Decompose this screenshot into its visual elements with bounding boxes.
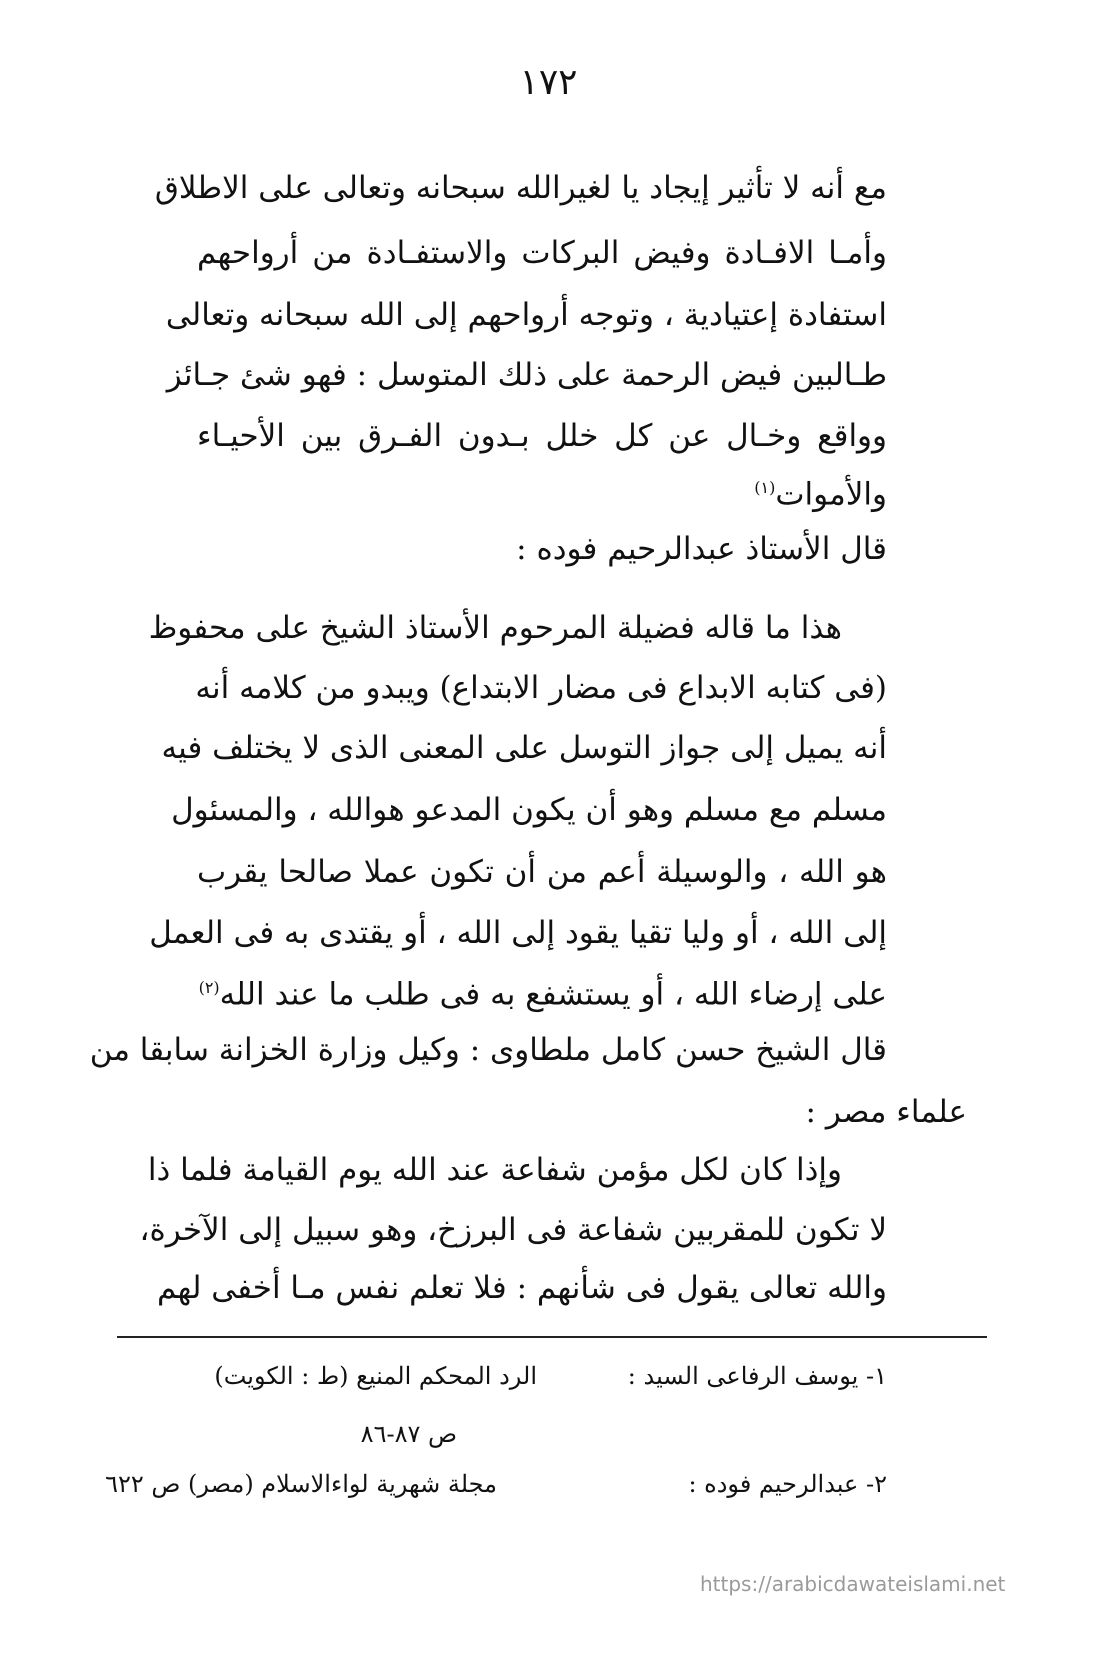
text-line: طـالبين فيض الرحمة على ذلك المتوسل : فهو شئ جـائز xyxy=(166,357,887,393)
text-line: وواقع وخـال عن كل خلل بـدون الفـرق بين الأحيـاء xyxy=(197,418,887,454)
footnote-marker: (٢) xyxy=(198,978,220,997)
footnote-marker: (١) xyxy=(754,478,776,497)
text-line: مع أنه لا تأثير إيجاد يا لغيرالله سبحانه وتعالى على الاطلاق xyxy=(154,170,887,206)
footnote-1-title: الرد المحكم المنيع (ط : الكويت) xyxy=(214,1362,537,1390)
text-line: إلى الله ، أو وليا تقيا يقود إلى الله ، أو يقتدى به فى العمل xyxy=(149,915,887,951)
footnote-2-source: مجلة شهرية لواءالاسلام (مصر) ص ٦٢٢ xyxy=(105,1470,497,1498)
text-line: هو الله ، والوسيلة أعم من أن تكون عملا صالحا يقرب xyxy=(197,854,887,890)
footnote-1-author: ١- يوسف الرفاعى السيد : xyxy=(627,1362,887,1390)
footnote-divider xyxy=(117,1336,987,1338)
text-line: والله تعالى يقول فى شأنهم : فلا تعلم نفس مـا أخفى لهم xyxy=(157,1270,887,1306)
text-line: علماء مصر : xyxy=(805,1094,967,1130)
text-line: أنه يميل إلى جواز التوسل على المعنى الذى لا يختلف فيه xyxy=(161,730,887,766)
section-heading: قال الأستاذ عبدالرحيم فوده : xyxy=(516,531,887,567)
text-line: لا تكون للمقربين شفاعة فى البرزخ، وهو سبيل إلى الآخرة، xyxy=(139,1212,887,1248)
text-line: وأمـا الافـادة وفيض البركات والاستفـادة من أرواحهم xyxy=(197,235,887,271)
text-line: (فى كتابه الابداع فى مضار الابتداع) ويبدو من كلامه أنه xyxy=(195,670,887,706)
text-line-with-footnote: على إرضاء الله ، أو يستشفع به فى طلب ما عند الله$^{(٢)}$ xyxy=(198,976,887,1013)
text-line: وإذا كان لكل مؤمن شفاعة عند الله يوم القيامة فلما ذا xyxy=(147,1152,842,1188)
text-line: مسلم مع مسلم وهو أن يكون المدعو هوالله ، والمسئول xyxy=(171,792,887,828)
page-number: ١٧٢ xyxy=(519,62,578,103)
watermark-url: https://arabicdawateislami.net xyxy=(700,1572,1006,1596)
text-line: قال الشيخ حسن كامل ملطاوى : وكيل وزارة الخزانة سابقا من xyxy=(89,1032,887,1068)
footnote-1-pages: ص ٨٧-٨٦ xyxy=(360,1420,457,1448)
text-line: استفادة إعتيادية ، وتوجه أرواحهم إلى الله سبحانه وتعالى xyxy=(165,297,887,333)
footnote-2-author: ٢- عبدالرحيم فوده : xyxy=(688,1470,887,1498)
text-line: هذا ما قاله فضيلة المرحوم الأستاذ الشيخ على محفوظ xyxy=(148,610,842,646)
text-line-with-footnote: والأموات$^{(١)}$ xyxy=(754,476,887,513)
